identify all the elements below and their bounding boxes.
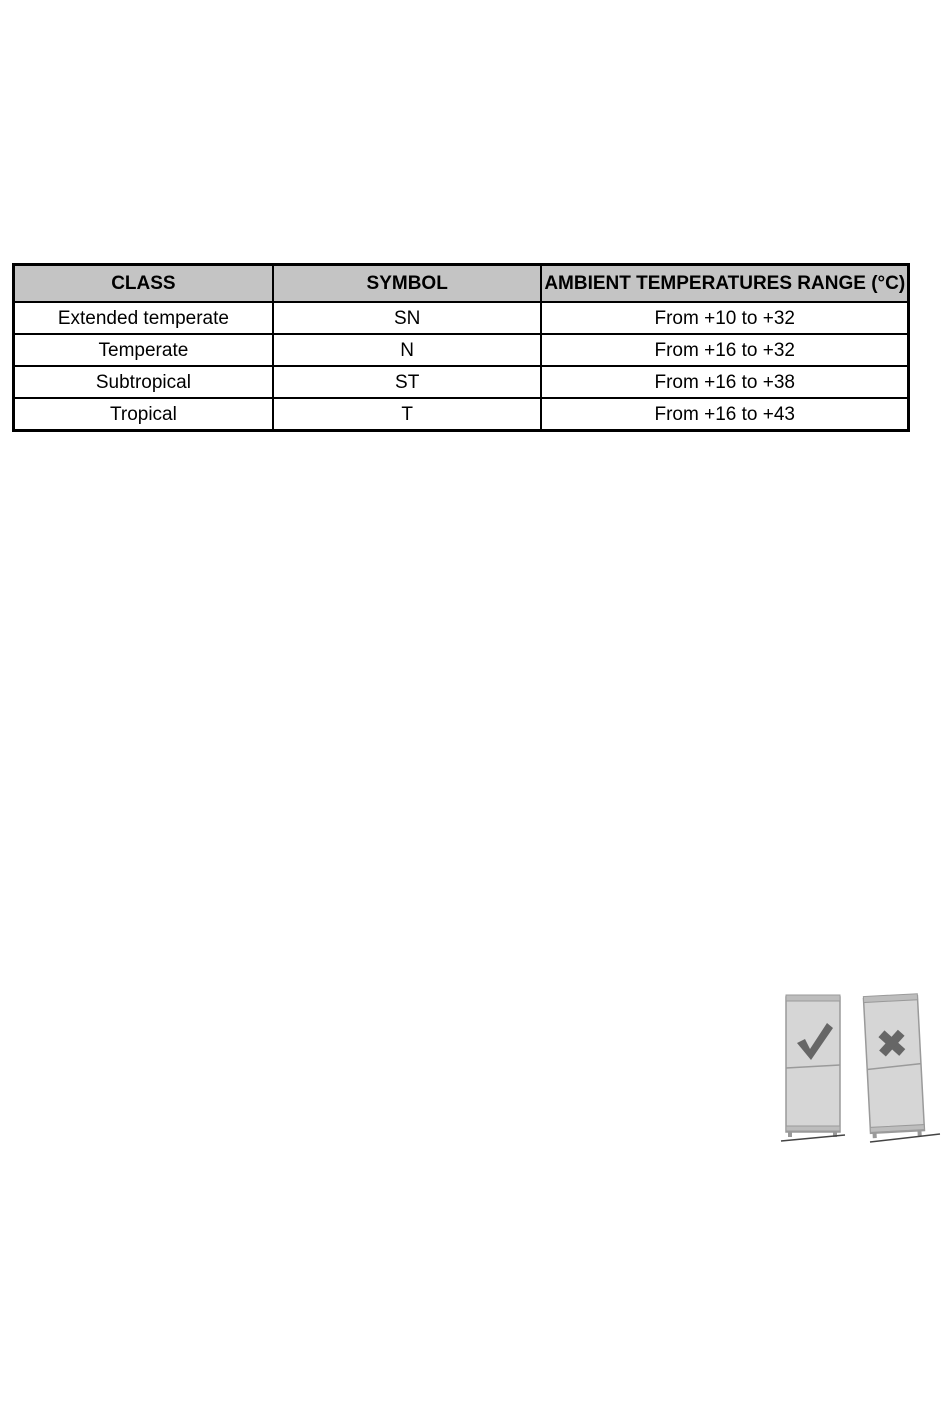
upright-fridge <box>781 995 845 1141</box>
table-row <box>14 366 909 398</box>
cell-class: Subtropical <box>14 366 273 398</box>
header-class: CLASS <box>14 265 273 303</box>
table-row <box>14 302 909 334</box>
level-placement-illustration <box>775 985 945 1155</box>
cell-symbol: ST <box>273 366 542 398</box>
header-temperature-range: AMBIENT TEMPERATURES RANGE (°C) <box>541 265 908 303</box>
cell-range: From +16 to +32 <box>541 334 908 366</box>
table-row <box>14 398 909 431</box>
cell-symbol: T <box>273 398 542 431</box>
cell-range: From +16 to +38 <box>541 366 908 398</box>
cell-symbol: SN <box>273 302 542 334</box>
table-row <box>14 334 909 366</box>
header-symbol: SYMBOL <box>273 265 542 303</box>
cell-class: Tropical <box>14 398 273 431</box>
cell-class: Extended temperate <box>14 302 273 334</box>
climate-class-table <box>12 263 910 432</box>
cell-symbol: N <box>273 334 542 366</box>
tilted-fridge <box>863 994 924 1139</box>
cell-range: From +16 to +43 <box>541 398 908 431</box>
table-header-row <box>14 265 909 303</box>
cell-range: From +10 to +32 <box>541 302 908 334</box>
cell-class: Temperate <box>14 334 273 366</box>
